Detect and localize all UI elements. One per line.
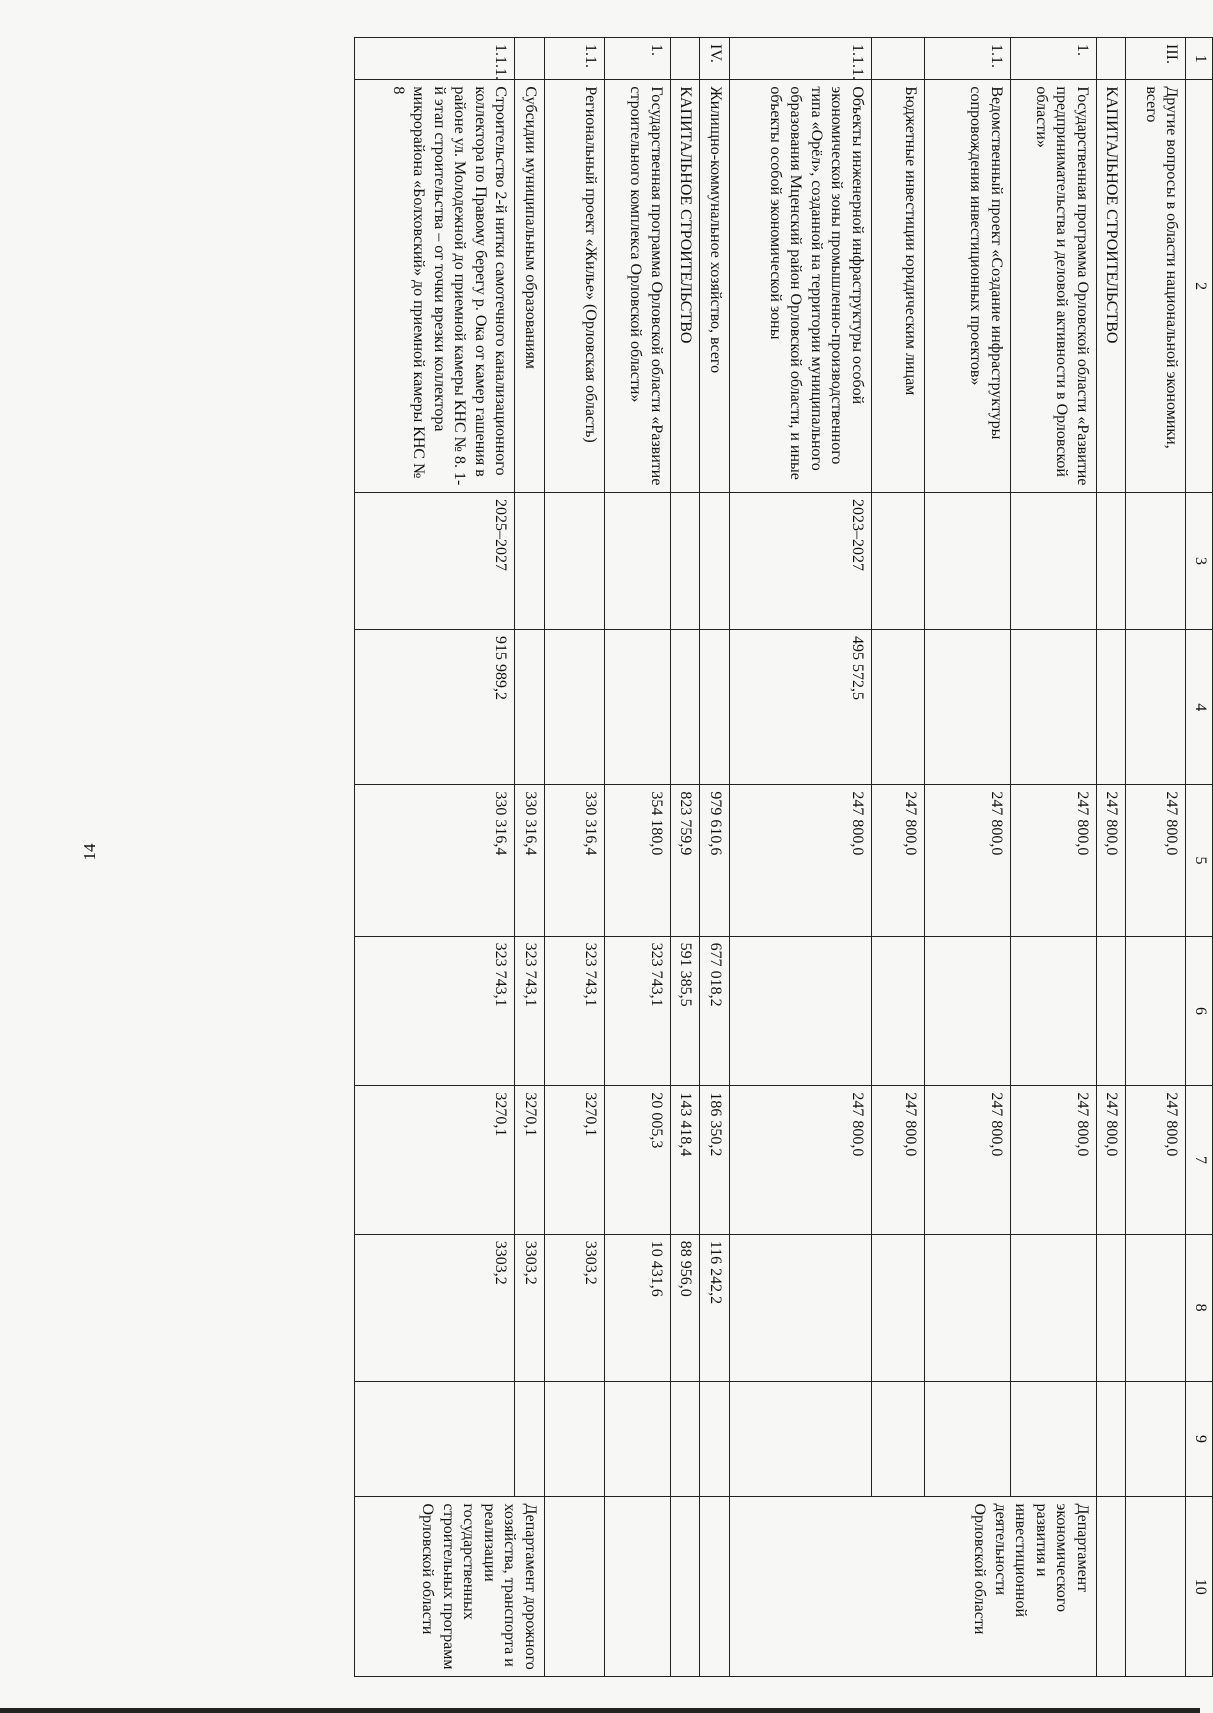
table-row [1126,38,1186,1677]
row-name: Региональный проект «Жилье» (Орловская область) [544,80,604,493]
row-value: 247 800,0 [871,1086,924,1234]
row-value [1096,1234,1125,1381]
row-value: 591 385,5 [670,936,699,1086]
row-period [871,492,924,629]
row-value [924,1381,1010,1497]
row-period [1126,492,1186,629]
row-value [1126,936,1186,1086]
row-value: 247 800,0 [924,1086,1010,1234]
table-row [871,38,924,1677]
row-value [871,936,924,1086]
row-value [871,1381,924,1497]
row-value: 247 800,0 [1010,785,1096,936]
row-period [924,492,1010,629]
row-number [670,38,699,80]
row-value: 915 989,2 [355,629,515,784]
row-value: 247 800,0 [924,785,1010,936]
row-value: 323 743,1 [544,936,604,1086]
header-cell: 5 [1186,785,1213,936]
row-value: 247 800,0 [1126,1086,1186,1234]
row-number [515,38,544,80]
row-name: КАПИТАЛЬНОЕ СТРОИТЕЛЬСТВО [670,80,699,493]
row-value [700,1497,729,1677]
row-value: Департамент экономического развития и инвестиционной деятельности Орловской области [729,1497,1096,1677]
row-value: 247 800,0 [1096,1086,1125,1234]
row-value [924,936,1010,1086]
row-value [604,1381,670,1497]
row-value: 116 242,2 [700,1234,729,1381]
row-value: 979 610,6 [700,785,729,936]
header-cell: 9 [1186,1381,1213,1497]
row-value [604,629,670,784]
row-value [670,1497,699,1677]
row-name: Жилищно-коммунальное хозяйство, всего [700,80,729,493]
row-value [729,1381,871,1497]
row-name: Строительство 2-й нитки самотечного канализационного коллектора по Правому берегу р. Ока от камер гашения в районе ул. Молодежной до приемной камеры КНС № 8. 1-й этап строительства – от точки врезки коллектора микрорайона «Болховский» до приемной камеры КНС № 8 [355,80,515,493]
row-value: 186 350,2 [700,1086,729,1234]
table-row [515,38,544,1677]
row-value [729,1234,871,1381]
row-value [355,1381,515,1497]
row-number: IV. [700,38,729,80]
row-value: 323 743,1 [515,936,544,1086]
row-name: Бюджетные инвестиции юридическим лицам [871,80,924,493]
row-value [924,1234,1010,1381]
row-value [544,1381,604,1497]
row-value: 3270,1 [355,1086,515,1234]
row-name: КАПИТАЛЬНОЕ СТРОИТЕЛЬСТВО [1096,80,1125,493]
row-value [1010,1234,1096,1381]
row-value: 677 018,2 [700,936,729,1086]
scan-bottom-edge [0,1708,1200,1713]
header-cell: 1 [1186,38,1213,80]
row-value [1096,1381,1125,1497]
row-name: Объекты инженерной инфраструктуры особой экономической зоны промышленно-производственного типа «Орёл», созданной на территории муниципального образования Мценский район Орловской области, и иные объекты особой экономической зоны [729,80,871,493]
row-value [1126,1497,1186,1677]
row-period [544,492,604,629]
row-name: Субсидии муниципальным образованиям [515,80,544,493]
row-value [1126,629,1186,784]
row-value: 3303,2 [355,1234,515,1381]
row-value: 330 316,4 [355,785,515,936]
row-value: Департамент дорожного хозяйства, транспорта и реализации государственных строительных программ Орловской области [355,1497,544,1677]
row-number: 1.1. [924,38,1010,80]
row-name: Государственная программа Орловской области «Развитие строительного комплекса Орловской области» [604,80,670,493]
row-period [604,492,670,629]
row-number: III. [1126,38,1186,80]
row-number [1096,38,1125,80]
row-name: Другие вопросы в области национальной экономики, всего [1126,80,1186,493]
row-value: 495 572,5 [729,629,871,784]
row-value: 323 743,1 [604,936,670,1086]
row-value: 3270,1 [515,1086,544,1234]
row-value [515,629,544,784]
row-value [544,629,604,784]
row-value: 3303,2 [544,1234,604,1381]
table-row [924,38,1010,1677]
row-value [515,1381,544,1497]
row-name: Государственная программа Орловской области «Развитие предпринимательства и деловой активности в Орловской области» [1010,80,1096,493]
row-value: 20 005,3 [604,1086,670,1234]
row-period: 2025–2027 [355,492,515,629]
row-value: 3303,2 [515,1234,544,1381]
page-number: 14 [80,843,99,861]
row-value [670,629,699,784]
header-cell: 6 [1186,936,1213,1086]
row-value [871,629,924,784]
row-value [871,1234,924,1381]
table-row [670,38,699,1677]
header-cell: 10 [1186,1497,1213,1677]
row-value [604,1497,670,1677]
row-number: 1. [1010,38,1096,80]
rotated-page [173,0,1213,1710]
row-period: 2023–2027 [729,492,871,629]
row-period [700,492,729,629]
row-value [1096,629,1125,784]
header-cell: 4 [1186,629,1213,784]
row-value: 247 800,0 [1126,785,1186,936]
row-value: 143 418,4 [670,1086,699,1234]
row-number: 1.1.1. [729,38,871,80]
row-value [1096,936,1125,1086]
row-value [1126,1381,1186,1497]
row-number: 1.1.1. [355,38,515,80]
row-value: 3270,1 [544,1086,604,1234]
row-value: 247 800,0 [1096,785,1125,936]
row-value [544,1497,604,1677]
row-value: 247 800,0 [1010,1086,1096,1234]
row-value: 88 956,0 [670,1234,699,1381]
row-value [924,629,1010,784]
table-header-row [1186,38,1213,1677]
row-value: 247 800,0 [729,1086,871,1234]
row-value [1096,1497,1125,1677]
row-value: 330 316,4 [515,785,544,936]
table-row [729,38,871,1677]
row-value [700,629,729,784]
row-value: 330 316,4 [544,785,604,936]
table-row [1010,38,1096,1677]
row-value [670,1381,699,1497]
row-period [1010,492,1096,629]
row-period [515,492,544,629]
row-value: 10 431,6 [604,1234,670,1381]
row-value [729,936,871,1086]
table-row [604,38,670,1677]
row-number: 1. [604,38,670,80]
row-value: 354 180,0 [604,785,670,936]
row-value [1010,629,1096,784]
row-value [1126,1234,1186,1381]
row-number [871,38,924,80]
row-period [670,492,699,629]
table-row [544,38,604,1677]
row-value [1010,936,1096,1086]
row-value: 823 759,9 [670,785,699,936]
header-cell: 8 [1186,1234,1213,1381]
header-cell: 3 [1186,492,1213,629]
table-row [355,38,515,1677]
budget-table [354,37,1213,1677]
row-value: 323 743,1 [355,936,515,1086]
row-value [1010,1381,1096,1497]
table-row [700,38,729,1677]
row-number: 1.1. [544,38,604,80]
row-value: 247 800,0 [729,785,871,936]
table-row [1096,38,1125,1677]
row-period [1096,492,1125,629]
header-cell: 7 [1186,1086,1213,1234]
row-value [700,1381,729,1497]
row-value: 247 800,0 [871,785,924,936]
header-cell: 2 [1186,80,1213,493]
row-name: Ведомственный проект «Создание инфраструктуры сопровождения инвестиционных проектов» [924,80,1010,493]
